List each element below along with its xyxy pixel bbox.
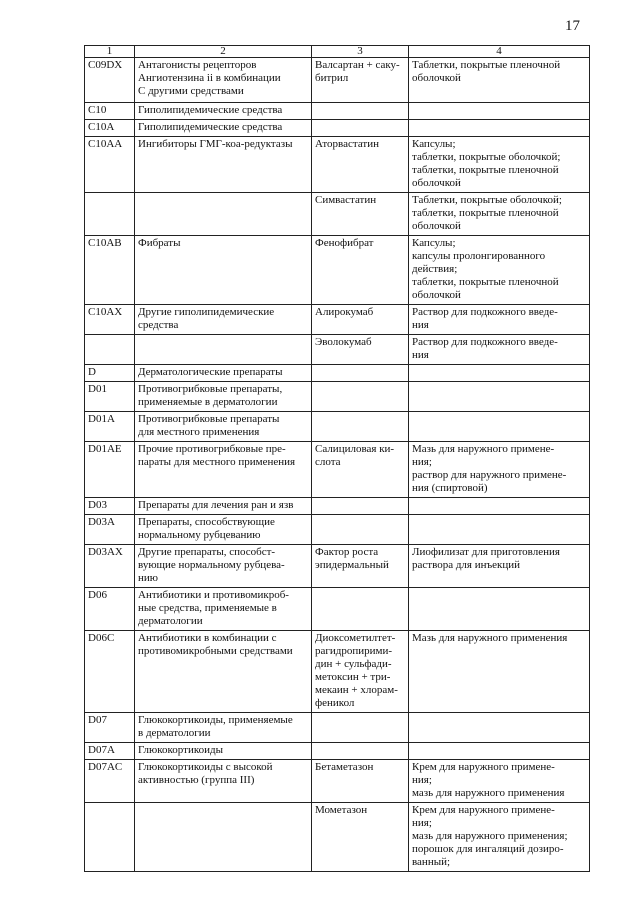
group-name-cell: Препараты, способствующие нормальному рубцеванию xyxy=(135,515,312,545)
atc-code-cell: C09DX xyxy=(85,58,135,103)
group-name-cell: Фибраты xyxy=(135,236,312,305)
dosage-form-cell: Крем для наружного примене- ния; мазь для наружного применения xyxy=(409,760,590,803)
column-header: 3 xyxy=(312,46,409,58)
table-row xyxy=(85,365,590,382)
drug-name-cell: Диоксометилтет- рагидропирими- дин + сульфади- метоксин + три- мекаин + хлорам- феникол xyxy=(312,631,409,713)
dosage-form-cell xyxy=(409,103,590,120)
table-row xyxy=(85,382,590,412)
table-row xyxy=(85,803,590,872)
table-row xyxy=(85,545,590,588)
drug-name-cell xyxy=(312,365,409,382)
drug-name-cell xyxy=(312,412,409,442)
drug-name-cell: Симвастатин xyxy=(312,193,409,236)
drug-table xyxy=(84,45,590,872)
atc-code-cell: D06 xyxy=(85,588,135,631)
drug-name-cell xyxy=(312,103,409,120)
dosage-form-cell xyxy=(409,498,590,515)
group-name-cell: Другие препараты, способст- вующие нормальному рубцева- нию xyxy=(135,545,312,588)
drug-name-cell xyxy=(312,588,409,631)
group-name-cell: Антибиотики в комбинации с противомикробными средствами xyxy=(135,631,312,713)
group-name-cell: Противогрибковые препараты, применяемые в дерматологии xyxy=(135,382,312,412)
group-name-cell xyxy=(135,803,312,872)
drug-name-cell xyxy=(312,120,409,137)
atc-code-cell xyxy=(85,803,135,872)
dosage-form-cell xyxy=(409,743,590,760)
group-name-cell: Гиполипидемические средства xyxy=(135,120,312,137)
drug-name-cell: Салициловая ки- слота xyxy=(312,442,409,498)
table-row xyxy=(85,588,590,631)
group-name-cell: Гиполипидемические средства xyxy=(135,103,312,120)
dosage-form-cell xyxy=(409,588,590,631)
drug-name-cell: Фенофибрат xyxy=(312,236,409,305)
table-row xyxy=(85,335,590,365)
dosage-form-cell xyxy=(409,412,590,442)
drug-name-cell: Алирокумаб xyxy=(312,305,409,335)
atc-code-cell: D03A xyxy=(85,515,135,545)
dosage-form-cell: Капсулы; капсулы пролонгированного действия; таблетки, покрытые пленочной оболочкой xyxy=(409,236,590,305)
group-name-cell xyxy=(135,193,312,236)
group-name-cell: Препараты для лечения ран и язв xyxy=(135,498,312,515)
atc-code-cell: D01 xyxy=(85,382,135,412)
table-row xyxy=(85,515,590,545)
drug-name-cell: Аторвастатин xyxy=(312,137,409,193)
drug-name-cell: Валсартан + саку- битрил xyxy=(312,58,409,103)
atc-code-cell: С10 xyxy=(85,103,135,120)
table-row xyxy=(85,442,590,498)
dosage-form-cell xyxy=(409,515,590,545)
group-name-cell: Глюкокортикоиды, применяемые в дерматологии xyxy=(135,713,312,743)
dosage-form-cell: Таблетки, покрытые оболочкой; таблетки, покрытые пленочной оболочкой xyxy=(409,193,590,236)
dosage-form-cell: Капсулы; таблетки, покрытые оболочкой; таблетки, покрытые пленочной оболочкой xyxy=(409,137,590,193)
atc-code-cell: D03 xyxy=(85,498,135,515)
page-number: 17 xyxy=(565,18,580,34)
drug-name-cell xyxy=(312,382,409,412)
group-name-cell xyxy=(135,335,312,365)
group-name-cell: Противогрибковые препараты для местного применения xyxy=(135,412,312,442)
dosage-form-cell: Раствор для подкожного введе- ния xyxy=(409,305,590,335)
column-header-row xyxy=(85,46,590,58)
drug-name-cell xyxy=(312,515,409,545)
table-row xyxy=(85,236,590,305)
atc-code-cell: D07A xyxy=(85,743,135,760)
dosage-form-cell: Мазь для наружного применения xyxy=(409,631,590,713)
atc-code-cell xyxy=(85,335,135,365)
drug-name-cell: Бетаметазон xyxy=(312,760,409,803)
atc-code-cell: D07AC xyxy=(85,760,135,803)
dosage-form-cell: Раствор для подкожного введе- ния xyxy=(409,335,590,365)
group-name-cell: Глюкокортикоиды с высокой активностью (группа III) xyxy=(135,760,312,803)
table-row xyxy=(85,103,590,120)
atc-code-cell: С10АХ xyxy=(85,305,135,335)
table-row xyxy=(85,193,590,236)
column-header: 4 xyxy=(409,46,590,58)
dosage-form-cell xyxy=(409,713,590,743)
atc-code-cell: D xyxy=(85,365,135,382)
atc-code-cell: С10АА xyxy=(85,137,135,193)
dosage-form-cell: Таблетки, покрытые пленочной оболочкой xyxy=(409,58,590,103)
table-row xyxy=(85,58,590,103)
group-name-cell: Другие гиполипидемические средства xyxy=(135,305,312,335)
atc-code-cell: D01A xyxy=(85,412,135,442)
table-row xyxy=(85,137,590,193)
drug-name-cell xyxy=(312,743,409,760)
atc-code-cell: С10А xyxy=(85,120,135,137)
table-row xyxy=(85,760,590,803)
drug-name-cell: Мометазон xyxy=(312,803,409,872)
drug-name-cell xyxy=(312,498,409,515)
table-row xyxy=(85,498,590,515)
dosage-form-cell xyxy=(409,120,590,137)
dosage-form-cell xyxy=(409,365,590,382)
drug-name-cell: Эволокумаб xyxy=(312,335,409,365)
atc-code-cell: D06C xyxy=(85,631,135,713)
dosage-form-cell: Крем для наружного примене- ния; мазь для наружного применения; порошок для ингаляций дозиро- ванный; xyxy=(409,803,590,872)
group-name-cell: Прочие противогрибковые пре- параты для местного применения xyxy=(135,442,312,498)
table-row xyxy=(85,713,590,743)
group-name-cell: Дерматологические препараты xyxy=(135,365,312,382)
group-name-cell: Глюкокортикоиды xyxy=(135,743,312,760)
group-name-cell: Антагонисты рецепторов Ангиотензина ii в комбинации С другими средствами xyxy=(135,58,312,103)
dosage-form-cell: Мазь для наружного примене- ния; раствор для наружного примене- ния (спиртовой) xyxy=(409,442,590,498)
atc-code-cell: D07 xyxy=(85,713,135,743)
column-header: 2 xyxy=(135,46,312,58)
atc-code-cell: D01AE xyxy=(85,442,135,498)
atc-code-cell: D03AX xyxy=(85,545,135,588)
dosage-form-cell: Лиофилизат для приготовления раствора для инъекций xyxy=(409,545,590,588)
group-name-cell: Антибиотики и противомикроб- ные средства, применяемые в дерматологии xyxy=(135,588,312,631)
table-row xyxy=(85,631,590,713)
table-row xyxy=(85,305,590,335)
drug-name-cell: Фактор роста эпидермальный xyxy=(312,545,409,588)
table-row xyxy=(85,743,590,760)
column-header: 1 xyxy=(85,46,135,58)
table-row xyxy=(85,120,590,137)
group-name-cell: Ингибиторы ГМГ-коа-редуктазы xyxy=(135,137,312,193)
atc-code-cell xyxy=(85,193,135,236)
atc-code-cell: С10АВ xyxy=(85,236,135,305)
drug-name-cell xyxy=(312,713,409,743)
dosage-form-cell xyxy=(409,382,590,412)
table-row xyxy=(85,412,590,442)
